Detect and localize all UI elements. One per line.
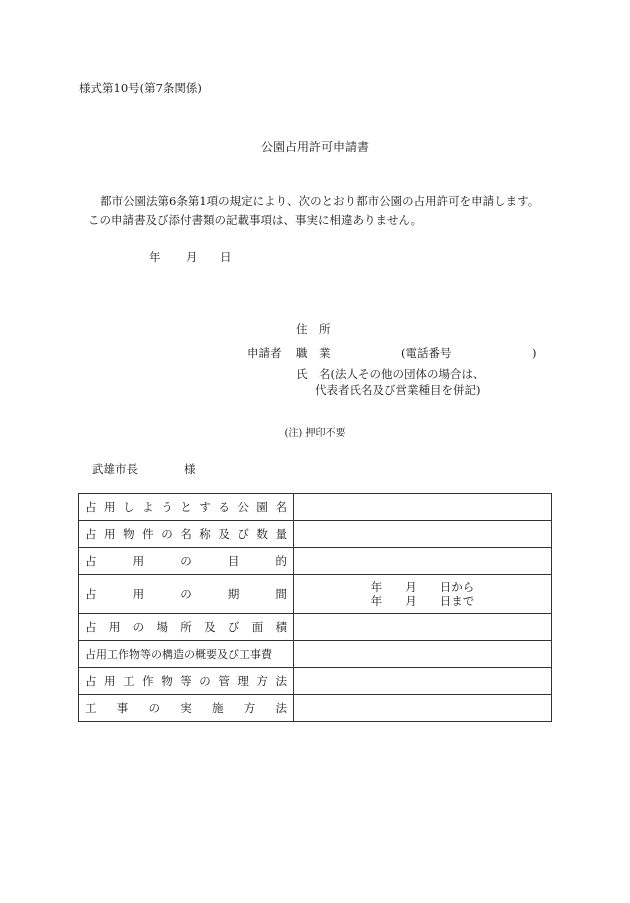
label-char: 占	[85, 587, 97, 601]
label-char: び	[237, 527, 249, 541]
item-name-quantity-field[interactable]	[294, 521, 552, 548]
label-text	[85, 619, 287, 635]
table-row	[79, 668, 552, 695]
management-method-field[interactable]	[294, 668, 552, 695]
label-char: 占	[85, 554, 97, 568]
application-table	[78, 493, 552, 722]
period-to: 年 月 日まで	[370, 594, 475, 608]
structure-cost-field[interactable]	[294, 641, 552, 668]
name-label: 氏 名(法人その他の団体の場合は、	[296, 367, 485, 381]
name-note: 代表者氏名及び営業種目を併記)	[315, 383, 481, 397]
construction-method-field[interactable]	[294, 695, 552, 722]
label-char: 件	[142, 527, 154, 541]
label-char: 工	[85, 701, 97, 715]
label-char: 面	[251, 620, 264, 634]
table-row	[79, 614, 552, 641]
applicant-label: 申請者	[247, 346, 282, 360]
label-char: 施	[212, 701, 224, 715]
label-char: 積	[275, 620, 287, 634]
label-char: 数	[256, 527, 268, 541]
label-char: 間	[275, 587, 287, 601]
label-text: 占用工作物等の構造の概要及び工事費	[85, 648, 272, 661]
body-text-line-1: 都市公園法第6条第1項の規定により、次のとおり都市公園の占用許可を申請します。	[100, 194, 540, 208]
address-label: 住 所	[296, 322, 331, 336]
occupation-label: 職 業	[296, 346, 331, 360]
period-field[interactable]	[294, 575, 552, 614]
label-char: の	[199, 674, 211, 688]
label-char: の	[180, 554, 192, 568]
table-row	[79, 494, 552, 521]
label-char: う	[161, 500, 173, 514]
label-char: 占	[85, 674, 97, 688]
label-char: の	[180, 587, 192, 601]
date-year: 年	[149, 250, 161, 264]
label-char: 等	[180, 674, 192, 688]
body-text-line-2: この申請書及び添付書類の記載事項は、事実に相違ありません。	[88, 213, 423, 227]
label-char: 名	[180, 527, 192, 541]
document-title: 公園占用許可申請書	[260, 140, 369, 154]
purpose-field[interactable]	[294, 548, 552, 575]
label-char: 用	[104, 500, 116, 514]
label-char: 目	[227, 554, 240, 568]
label-char: 的	[275, 554, 287, 568]
label-char: 方	[256, 674, 268, 688]
label-char: 作	[142, 674, 154, 688]
label-char: 用	[132, 587, 145, 601]
label-char: 称	[199, 527, 211, 541]
form-number: 様式第10号(第7条関係)	[79, 81, 202, 95]
table-row	[79, 548, 552, 575]
label-text	[85, 673, 287, 689]
row-label	[79, 614, 294, 641]
location-area-field[interactable]	[294, 614, 552, 641]
row-label	[79, 695, 294, 722]
label-char: 実	[180, 701, 192, 715]
date-day: 日	[220, 250, 232, 264]
label-char: と	[180, 500, 192, 514]
row-label	[79, 641, 294, 668]
period-from: 年 月 日から	[370, 580, 475, 594]
label-char: 名	[275, 500, 287, 514]
park-name-field[interactable]	[294, 494, 552, 521]
row-label	[79, 548, 294, 575]
table-row	[79, 695, 552, 722]
label-char: 所	[180, 620, 192, 634]
label-char: 占	[85, 620, 97, 634]
label-char: 及	[204, 620, 216, 634]
label-char: る	[218, 500, 230, 514]
label-char: 物	[161, 674, 173, 688]
label-char: 方	[243, 701, 256, 715]
label-char: 公	[237, 500, 249, 514]
label-char: の	[161, 527, 173, 541]
label-char: 占	[85, 500, 97, 514]
row-label	[79, 521, 294, 548]
label-text	[85, 586, 287, 602]
label-char: し	[123, 500, 135, 514]
label-char: 法	[275, 701, 287, 715]
row-label	[79, 668, 294, 695]
phone-label: (電話番号 )	[401, 346, 537, 360]
label-char: す	[199, 500, 211, 514]
row-label	[79, 494, 294, 521]
label-text	[85, 499, 287, 515]
label-char: の	[132, 620, 145, 634]
label-char: 用	[104, 527, 116, 541]
label-char: 用	[104, 674, 116, 688]
label-char: 法	[275, 674, 287, 688]
label-char: 期	[227, 587, 240, 601]
label-char: 物	[123, 527, 135, 541]
label-char: 理	[237, 674, 249, 688]
label-char: 場	[156, 620, 168, 634]
label-char: 用	[108, 620, 121, 634]
label-text	[85, 553, 287, 569]
row-label	[79, 575, 294, 614]
label-char: 事	[116, 701, 129, 715]
label-char: 及	[218, 527, 230, 541]
table-row	[79, 575, 552, 614]
table-row	[79, 521, 552, 548]
label-char: 量	[275, 527, 287, 541]
label-char: 園	[256, 500, 268, 514]
label-char: 工	[123, 674, 135, 688]
label-char: 管	[218, 674, 230, 688]
table-row	[79, 641, 552, 668]
label-char: の	[148, 701, 160, 715]
label-char: び	[227, 620, 240, 634]
label-text	[85, 700, 287, 716]
label-char: 占	[85, 527, 97, 541]
seal-not-required-note: (注) 押印不要	[284, 428, 346, 439]
label-char: 用	[132, 554, 145, 568]
label-char: よ	[142, 500, 154, 514]
date-month: 月	[186, 250, 198, 264]
addressee: 武雄市長 様	[92, 462, 196, 476]
label-text	[85, 526, 287, 542]
